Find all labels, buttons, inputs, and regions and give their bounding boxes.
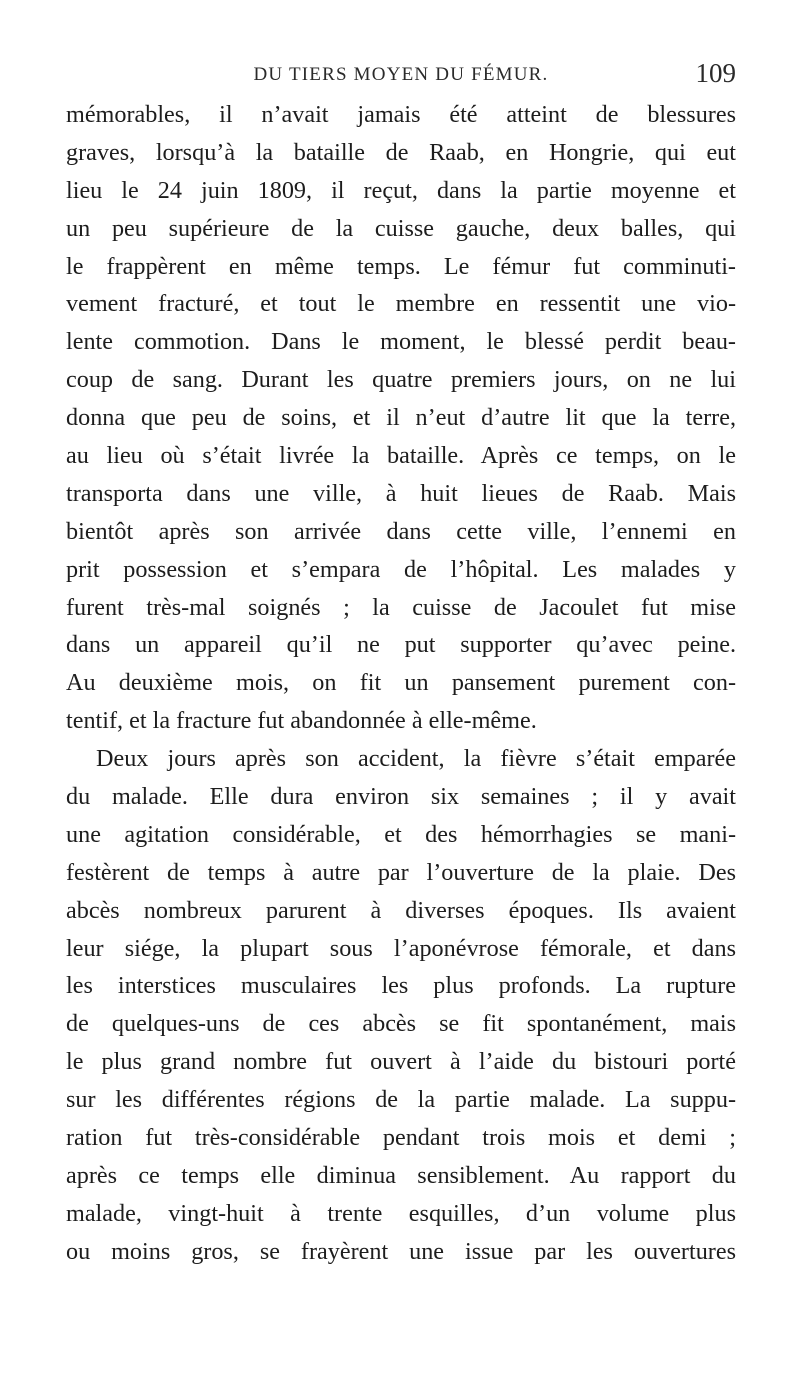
text-line: Deux jours après son accident, la fièvre s’était emparée bbox=[96, 745, 736, 773]
text-line: mémorables, il n’avait jamais été atteint de blessures bbox=[66, 101, 736, 128]
text-line: furent très-mal soignés ; la cuisse de Jacoulet fut mise bbox=[66, 593, 736, 621]
text-line: au lieu où s’était livrée la bataille. Après ce temps, on le bbox=[66, 442, 736, 470]
text-line: Au deuxième mois, on fit un pansement purement con- bbox=[66, 669, 736, 697]
paragraph-2 bbox=[66, 740, 736, 1270]
text-line: les interstices musculaires les plus profonds. La rupture bbox=[66, 972, 736, 1000]
text-line: tentif, et la fracture fut abandonnée à elle-même. bbox=[66, 707, 537, 735]
text-line: ou moins gros, se frayèrent une issue par les ouvertures bbox=[66, 1237, 736, 1265]
paragraph-1 bbox=[66, 96, 736, 740]
text-line: du malade. Elle dura environ six semaines ; il y avait bbox=[66, 783, 736, 811]
text-line: transporta dans une ville, à huit lieues de Raab. Mais bbox=[66, 479, 736, 507]
text-line: prit possession et s’empara de l’hôpital. Les malades y bbox=[66, 555, 736, 583]
text-line: leur siége, la plupart sous l’aponévrose fémorale, et dans bbox=[66, 934, 736, 962]
text-line: le frappèrent en même temps. Le fémur fut comminuti- bbox=[66, 252, 736, 280]
text-line: après ce temps elle diminua sensiblement. Au rapport du bbox=[66, 1161, 736, 1189]
text-line: lieu le 24 juin 1809, il reçut, dans la partie moyenne et bbox=[66, 176, 736, 204]
page-number: 109 bbox=[695, 58, 736, 88]
text-line: le plus grand nombre fut ouvert à l’aide du bistouri porté bbox=[66, 1048, 736, 1076]
text-line: abcès nombreux parurent à diverses époques. Ils avaient bbox=[66, 896, 736, 924]
text-line: sur les différentes régions de la partie malade. La suppu- bbox=[66, 1086, 736, 1114]
text-line: donna que peu de soins, et il n’eut d’autre lit que la terre, bbox=[66, 404, 736, 432]
text-line: festèrent de temps à autre par l’ouverture de la plaie. Des bbox=[66, 858, 736, 886]
page-header bbox=[66, 58, 736, 94]
running-title: DU TIERS MOYEN DU FÉMUR. bbox=[253, 64, 549, 85]
text-line: une agitation considérable, et des hémorrhagies se mani- bbox=[66, 820, 736, 848]
text-line: vement fracturé, et tout le membre en ressentit une vio- bbox=[66, 290, 736, 318]
text-line: de quelques-uns de ces abcès se fit spontanément, mais bbox=[66, 1010, 736, 1038]
text-line: ration fut très-considérable pendant trois mois et demi ; bbox=[66, 1124, 736, 1152]
text-line: bientôt après son arrivée dans cette ville, l’ennemi en bbox=[66, 517, 736, 545]
text-line: graves, lorsqu’à la bataille de Raab, en Hongrie, qui eut bbox=[66, 138, 736, 166]
text-line: un peu supérieure de la cuisse gauche, deux balles, qui bbox=[66, 214, 736, 242]
text-line: malade, vingt-huit à trente esquilles, d’un volume plus bbox=[66, 1199, 736, 1227]
text-line: coup de sang. Durant les quatre premiers jours, on ne lui bbox=[66, 366, 736, 394]
text-line: lente commotion. Dans le moment, le blessé perdit beau- bbox=[66, 328, 736, 356]
body-text bbox=[66, 96, 736, 1271]
text-line: dans un appareil qu’il ne put supporter qu’avec peine. bbox=[66, 631, 736, 659]
